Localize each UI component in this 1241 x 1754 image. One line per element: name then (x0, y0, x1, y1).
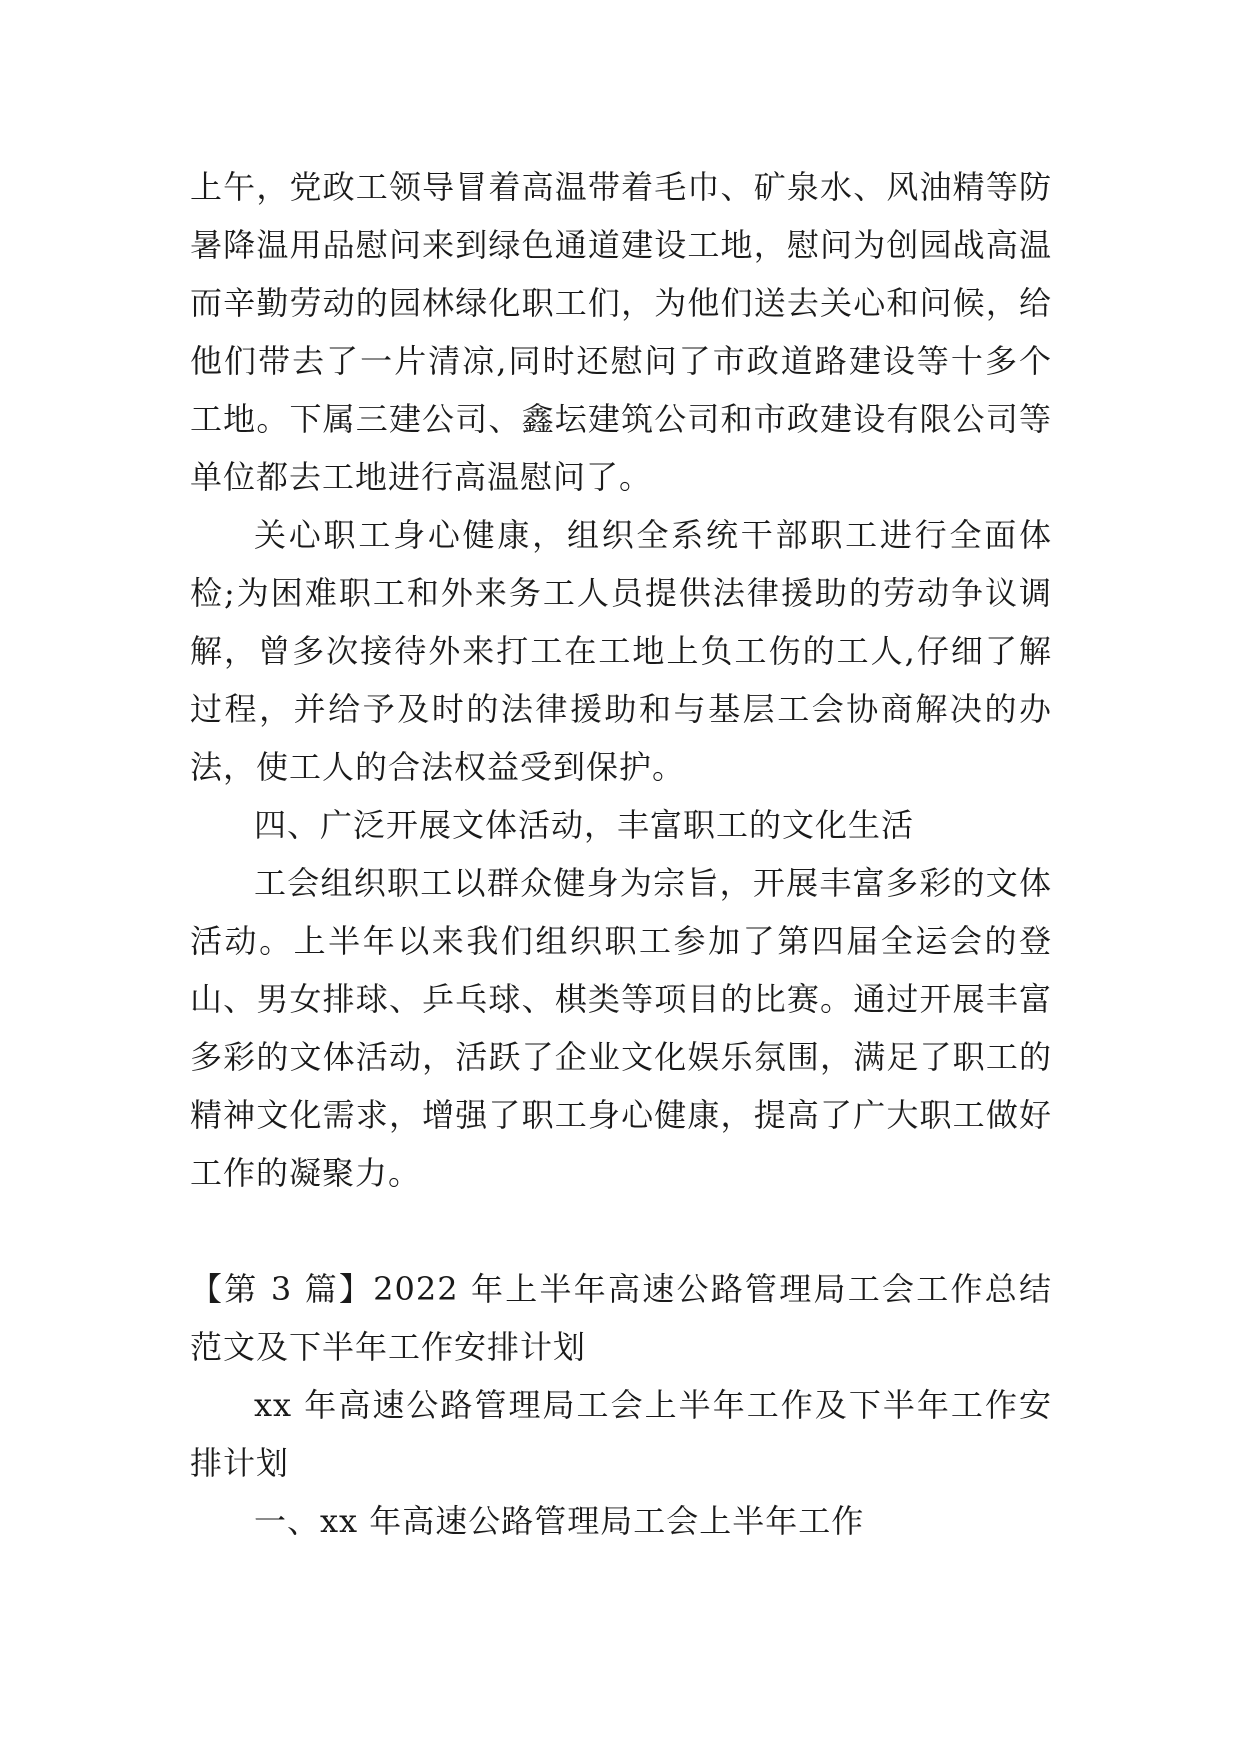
section-heading-four: 四、广泛开展文体活动，丰富职工的文化生活 (254, 806, 915, 844)
article-subtitle: xx 年高速公路管理局工会上半年工作及下半年工作安排计划 (190, 1386, 1052, 1482)
paragraph-spacer (190, 1202, 1052, 1260)
section-heading-one: 一、xx 年高速公路管理局工会上半年工作 (254, 1502, 865, 1540)
paragraph-continued: 上午，党政工领导冒着高温带着毛巾、矿泉水、风油精等防暑降温用品慰问来到绿色通道建设工地，慰问为创园战高温而辛勤劳动的园林绿化职工们，为他们送去关心和问候，给他们带去了一片清凉,同时还慰问了市政道路建设等十多个工地。下属三建公司、鑫坛建筑公司和市政建设有限公司等单位都去工地进行高温慰问了。 (190, 168, 1052, 496)
document-body (190, 158, 1052, 1550)
paragraph-cultural-activities: 工会组织职工以群众健身为宗旨，开展丰富多彩的文体活动。上半年以来我们组织职工参加了第四届全运会的登山、男女排球、乒乓球、棋类等项目的比赛。通过开展丰富多彩的文体活动，活跃了企业文化娱乐氛围，满足了职工的精神文化需求，增强了职工身心健康，提高了广大职工做好工作的凝聚力。 (190, 864, 1052, 1192)
article-title: 【第 3 篇】2022 年上半年高速公路管理局工会工作总结范文及下半年工作安排计划 (190, 1270, 1052, 1366)
paragraph-health-care: 关心职工身心健康，组织全系统干部职工进行全面体检;为困难职工和外来务工人员提供法律援助的劳动争议调解，曾多次接待外来打工在工地上负工伤的工人,仔细了解过程，并给予及时的法律援助和与基层工会协商解决的办法，使工人的合法权益受到保护。 (190, 516, 1052, 786)
